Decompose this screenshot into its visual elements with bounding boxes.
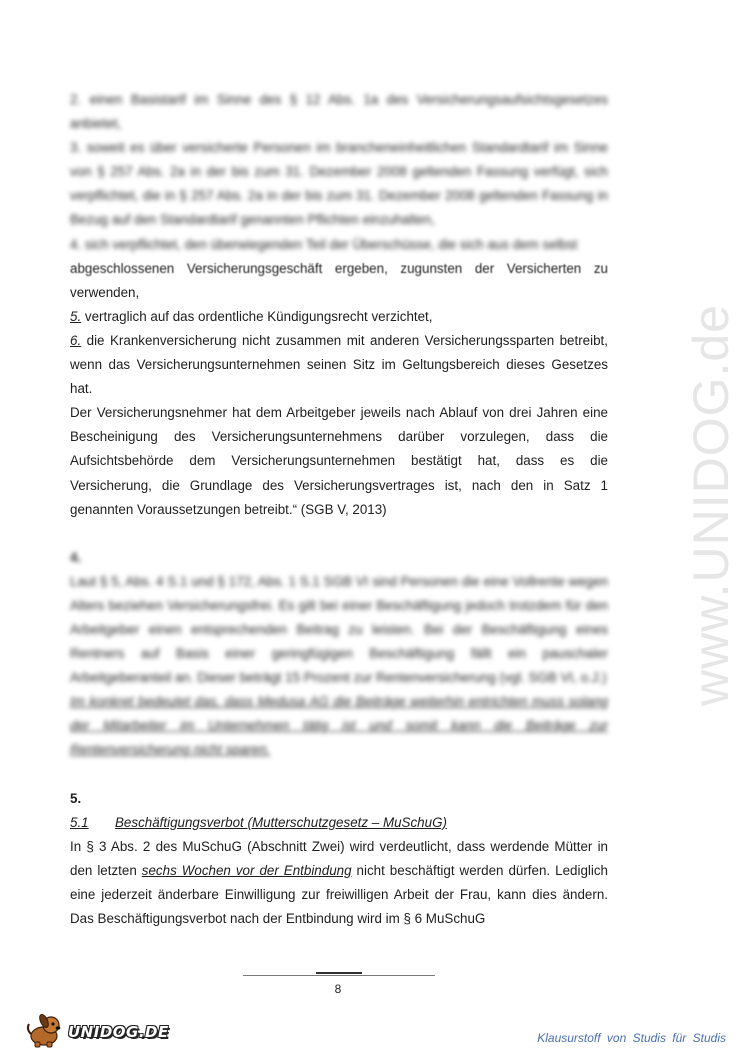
list-item-5 <box>70 305 608 329</box>
paragraph-versicherungsnehmer: Der Versicherungsnehmer hat dem Arbeitgeber jeweils nach Ablauf von drei Jahren eine Bescheinigung des Versicherungsunternehmens darüber vorzulegen, dass die Aufsichtsbehörde dem Versicherungsunternehmen bestätigt hat, dass es die Versicherung, die Grundlage des Versicherungsvertrages ist, nach den in Satz 1 genannten Voraussetzungen betreibt.“ (SGB V, 2013) <box>70 405 608 517</box>
section-4-text: Laut § 5, Abs. 4 S.1 und § 172, Abs. 1 S.1 SGB VI sind Personen die eine Vollrente wegen Alters beziehen Versicherungsfrei. Es gilt bei einer Beschäftigung jedoch trotzdem für den Arbeitgeber einen entsprechenden Beitrag zu leisten. Bei der Beschäftigung eines Rentners auf Basis einer geringfügigen Beschäftigung fällt ein pauschaler Arbeitgeberanteil an. Dieser beträgt 15 Prozent zur Rentenversicherung (vgl. SGB VI, o.J.) <box>70 573 608 686</box>
spacer <box>70 522 608 546</box>
text-run: In § 3 Abs. 2 des MuSchuG (Abschnitt Zwei) wird verdeutlicht, dass werdende Mütter in den letzten <box>70 838 608 878</box>
footer-rule <box>243 975 435 976</box>
watermark <box>682 270 740 740</box>
blurred-list-item-4: 4. sich verpflichtet, den überwiegenden Teil der Überschüsse, die sich aus dem selbst <box>70 236 578 252</box>
blurred-list-item-3: 3. soweit es über versicherte Personen im brancheneinheitlichen Standardtarif im Sinne von § 257 Abs. 2a in der bis zum 31. Dezember 2008 geltenden Fassung verfügt, sich verpflichtet, die in § 257 Abs. 2a in der bis zum 31. Dezember 2008 geltenden Fassung in Bezug auf den Standardtarif genannten Pflichten einzuhalten, <box>70 140 608 228</box>
blurred-list-item-2: 2. einen Basistarif im Sinne des § 12 Abs. 1a des Versicherungsaufsichtsgesetzes anbietet, <box>70 92 608 132</box>
list-item-6 <box>70 329 608 401</box>
list-item-text: die Krankenversicherung nicht zusammen mit anderen Versicherungssparten betreibt, wenn das Versicherungsunternehmen seinen Sitz im Geltungsbereich dieses Gesetzes hat. <box>70 332 608 397</box>
dog-mascot-icon <box>24 1012 66 1048</box>
blurred-section-4 <box>70 546 608 763</box>
footer-rule-accent <box>316 972 362 974</box>
section-5-1-text <box>70 835 608 931</box>
emphasized-phrase: sechs Wochen vor der Entbindung <box>141 862 352 878</box>
section-5-1-label: 5.1 <box>70 814 89 830</box>
list-number: 5. <box>70 308 82 324</box>
section-4-conclusion: Im konkret bedeutet das, dass Medusa AG die Beiträge weiterhin entrichten muss solang der Mitarbeiter im Unternehmen tätig ist und somit kann die Beiträge zur Rentenversicherung nicht sparen. <box>70 694 608 758</box>
list-item-text: vertraglich auf das ordentliche Kündigungsrecht verzichtet, <box>81 308 433 324</box>
section-5-heading: 5. <box>70 790 82 806</box>
section-5-1-title: Beschäftigungsverbot (Mutterschutzgesetz – MuSchuG) <box>115 814 447 830</box>
text-run: nicht beschäftigt werden dürfen. Lediglich eine jederzeit änderbare Einwilligung zur freiwilligen Arbeit der Frau, kann dies ändern. Das Beschäftigungsverbot nach der Entbindung wird im § 6 MuSchuG <box>70 862 608 926</box>
blurred-list-section <box>70 88 608 257</box>
section-5-1-heading <box>70 811 608 835</box>
page-number: 8 <box>334 982 342 996</box>
spacer <box>70 763 608 787</box>
unidog-logo <box>24 1010 174 1050</box>
watermark-text: www.UNIDOG.de <box>683 304 739 706</box>
list-number: 6. <box>70 332 82 348</box>
document-body <box>70 88 608 931</box>
partial-blurred-line: abgeschlossenen Versicherungsgeschäft ergeben, zugunsten der Versicherten zu <box>70 260 608 276</box>
footer-tagline: Klausurstoff von Studis für Studis <box>537 1031 726 1045</box>
logo-text: UNIDOG.DE <box>68 1023 169 1041</box>
line-verwenden: verwenden, <box>70 284 140 300</box>
section-4-heading: 4. <box>70 549 82 565</box>
